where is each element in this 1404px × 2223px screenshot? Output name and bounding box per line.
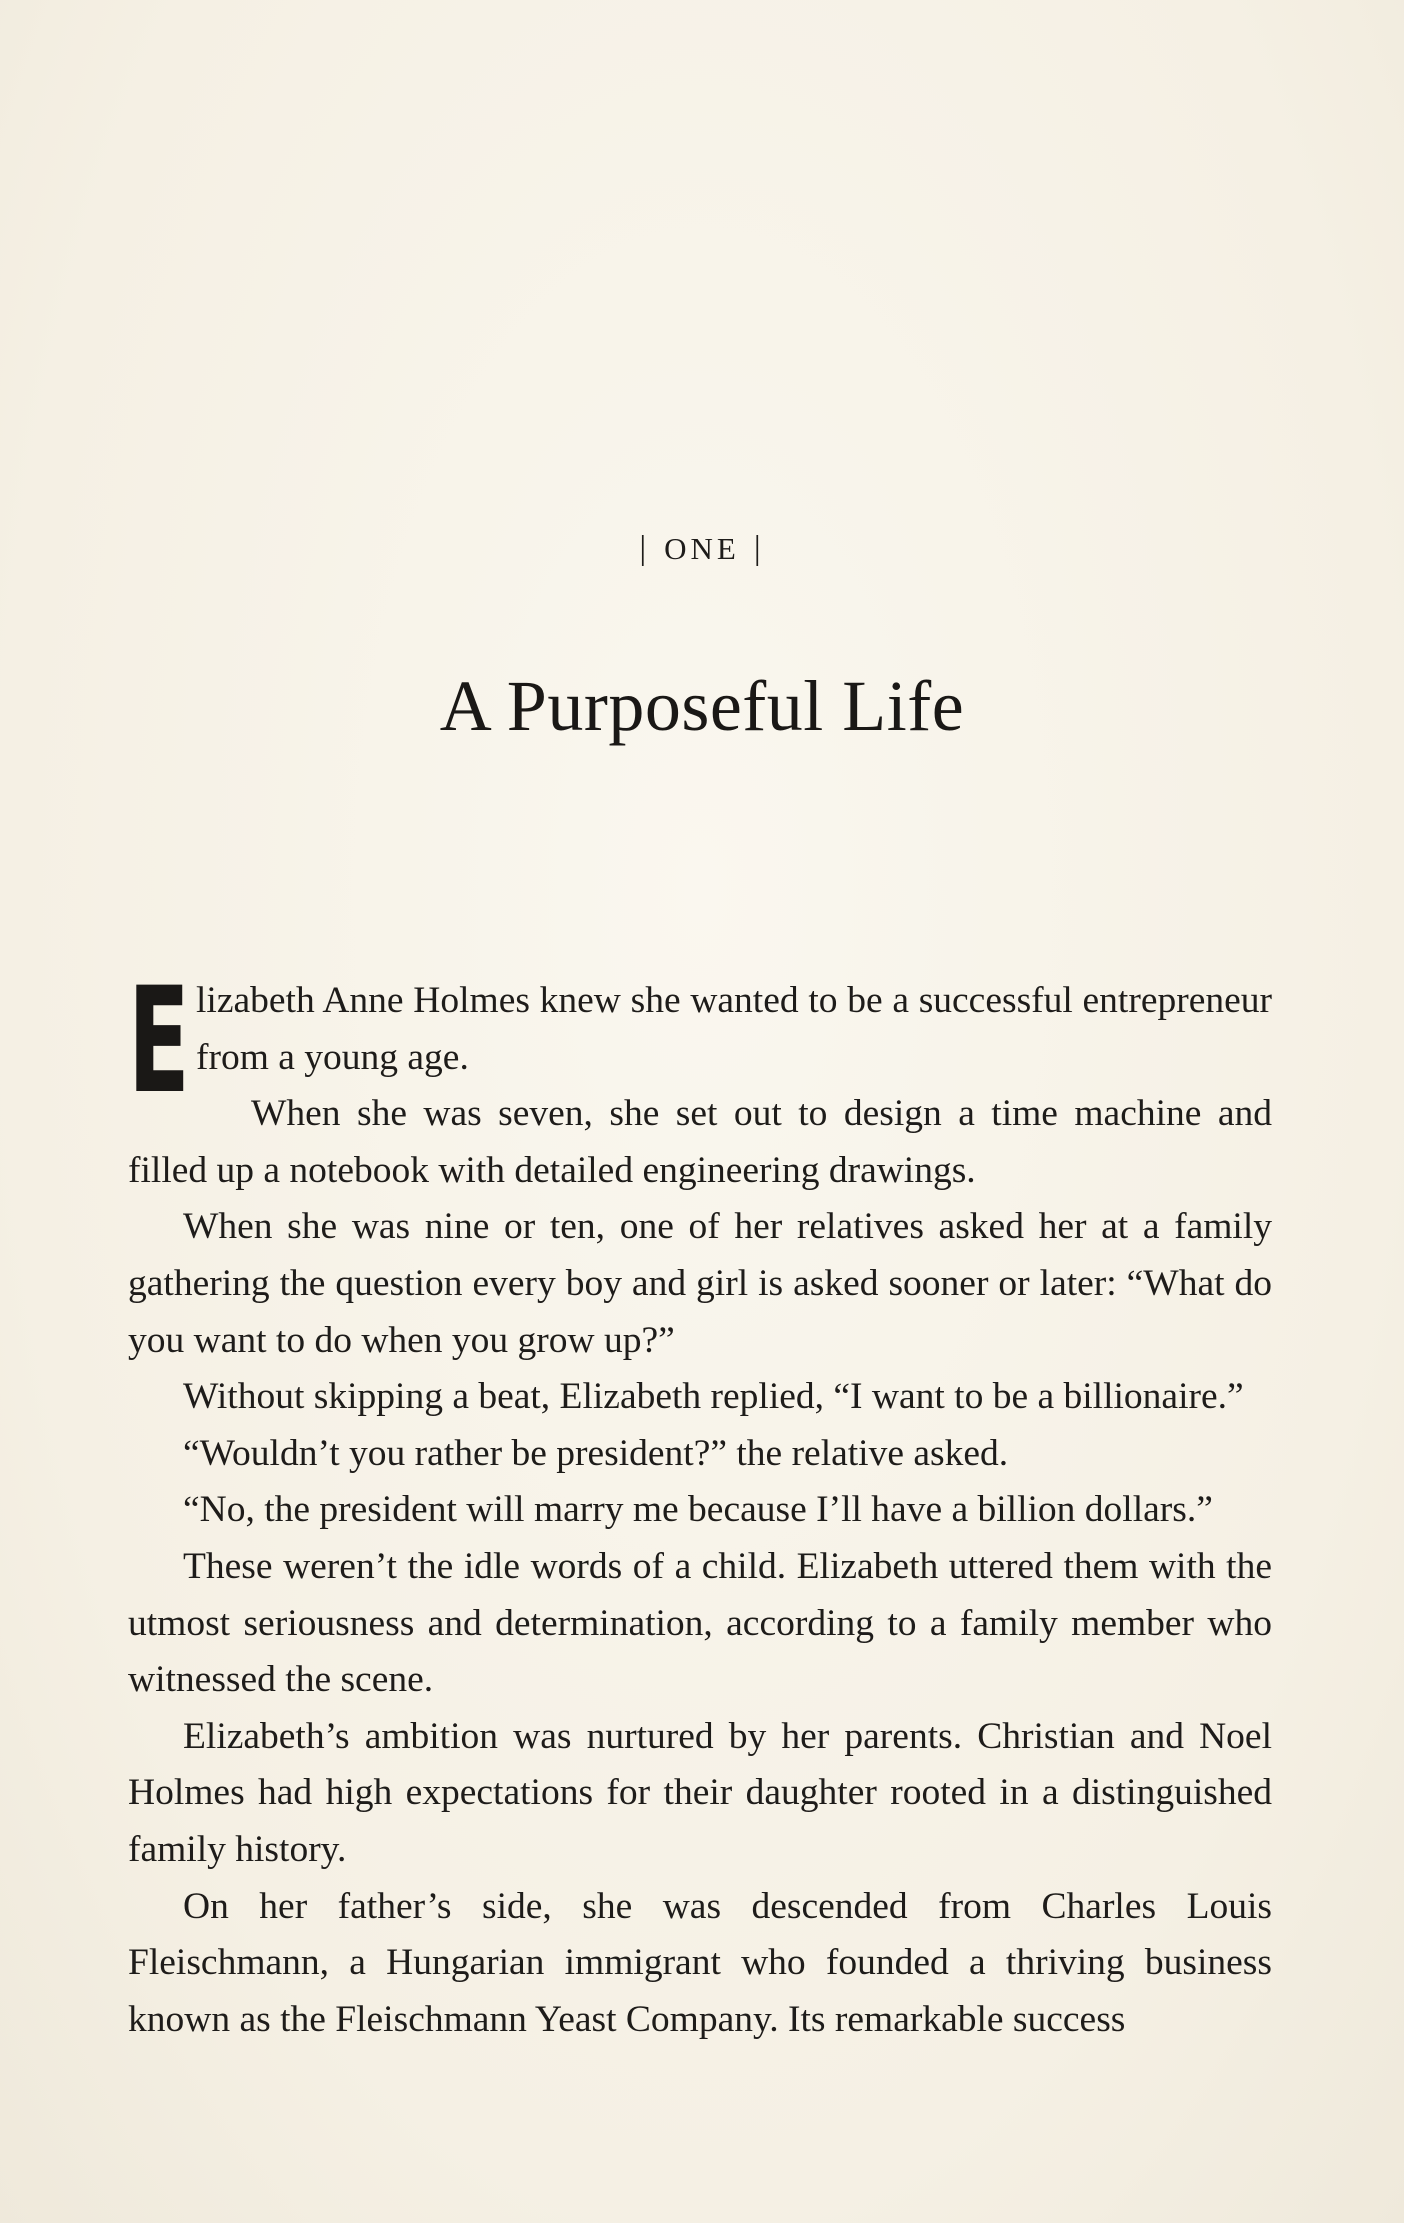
paragraph-8: Elizabeth’s ambition was nurtured by her parents. Christian and Noel Holmes had high expectations for their daughter rooted in a distinguished family history. <box>128 1715 1272 1870</box>
chapter-rule-right: | <box>753 530 765 567</box>
chapter-rule-left: | <box>639 530 651 567</box>
paragraph-5: “Wouldn’t you rather be president?” the relative asked. <box>183 1432 1009 1474</box>
chapter-body <box>128 956 1272 2048</box>
paragraph-1-text: lizabeth Anne Holmes knew she wanted to be a successful entrepreneur from a young age. <box>196 980 1272 1078</box>
paragraph-6: “No, the president will marry me because I’ll have a billion dollars.” <box>183 1489 1213 1531</box>
paragraph-4: Without skipping a beat, Elizabeth replied, “I want to be a billionaire.” <box>183 1376 1244 1418</box>
paragraph-1 <box>128 956 1272 1126</box>
drop-cap: E <box>128 956 190 1126</box>
paragraph-2: When she was seven, she set out to design a time machine and filled up a notebook with detailed engineering drawings. <box>128 1093 1272 1191</box>
paragraph-3: When she was nine or ten, one of her relatives asked her at a family gathering the question every boy and girl is asked sooner or later: “What do you want to do when you grow up?” <box>128 1206 1272 1361</box>
chapter-title: A Purposeful Life <box>439 666 965 746</box>
chapter-number-label: ONE <box>664 531 740 566</box>
chapter-number <box>0 530 1404 568</box>
paragraph-7: These weren’t the idle words of a child. Elizabeth uttered them with the utmost seriousness and determination, according to a family member who witnessed the scene. <box>128 1545 1272 1701</box>
paragraph-9: On her father’s side, she was descended from Charles Louis Fleischmann, a Hungarian immigrant who founded a thriving business known as the Fleischmann Yeast Company. Its remarkable success <box>128 1885 1272 2040</box>
